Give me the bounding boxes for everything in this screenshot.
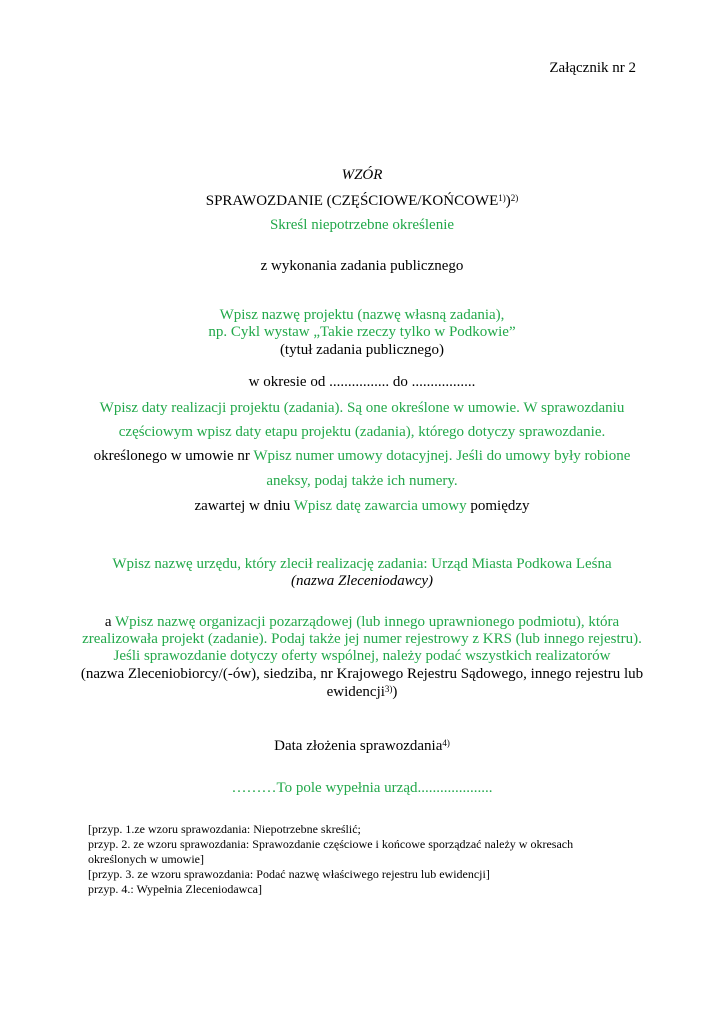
agreement-line: określonego w umowie nr Wpisz numer umowy dotacyjnej. Jeśli do umowy były robione <box>93 448 631 464</box>
annex-number: Załącznik nr 2 <box>549 60 636 76</box>
contractor-caption-2: ewidencji$^{3)}$) <box>326 684 398 700</box>
hint-dates-line-1: Wpisz daty realizacji projektu (zadania). Są one określone w umowie. W sprawozdaniu <box>99 400 625 416</box>
footnote-line: przyp. 2. ze wzoru sprawozdania: Sprawozdanie częściowe i końcowe sporządzać należy w okresach <box>88 837 574 851</box>
contractor-caption-1: (nazwa Zleceniobiorcy/(-ów), siedziba, nr Krajowego Rejestru Sądowego, innego rejestru lub <box>80 666 644 682</box>
office-field: ………To pole wypełnia urząd.................... <box>231 780 493 796</box>
task-title-caption: (tytuł zadania publicznego) <box>279 342 445 358</box>
submission-date: Data złożenia sprawozdania$^{4)}$ <box>274 738 450 754</box>
hint-agreement-line-2: aneksy, podaj także ich numery. <box>266 473 458 489</box>
footnotes <box>88 822 648 897</box>
concluded-line: zawartej w dniu Wpisz datę zawarcia umowy pomiędzy <box>194 498 530 514</box>
hint-project-line-1: Wpisz nazwę projektu (nazwę własną zadania), <box>219 307 505 323</box>
hint-strike: Skreśl niepotrzebne określenie <box>269 217 455 233</box>
report-title: SPRAWOZDANIE (CZĘŚCIOWE/KOŃCOWE$^{1)}$)$^{2)}$ <box>205 193 519 209</box>
hint-dates-line-2: częściowym wpisz daty etapu projektu (zadania), którego dotyczy sprawozdanie. <box>118 424 606 440</box>
template-label: WZÓR <box>341 167 383 183</box>
footnote-line: określonych w umowie] <box>88 852 204 866</box>
principal-caption: (nazwa Zleceniodawcy) <box>290 573 434 589</box>
hint-office: Wpisz nazwę urzędu, który zlecił realizację zadania: Urząd Miasta Podkowa Leśna <box>112 556 612 572</box>
hint-org-line-2: zrealizowała projekt (zadanie). Podaj także jej numer rejestrowy z KRS (lub innego rejestru). <box>82 631 642 647</box>
hint-org-line-3: Jeśli sprawozdanie dotyczy oferty wspólnej, należy podać wszystkich realizatorów <box>113 648 611 664</box>
footnote-line: [przyp. 3. ze wzoru sprawozdania: Podać nazwę właściwego rejestru lub ewidencji] <box>88 867 490 881</box>
period-line: w okresie od ................ do ................. <box>248 374 476 390</box>
hint-project-line-2: np. Cykl wystaw „Takie rzeczy tylko w Podkowie” <box>208 324 516 340</box>
org-line-1: a Wpisz nazwę organizacji pozarządowej (lub innego uprawnionego podmiotu), która <box>104 614 620 630</box>
footnote-line: przyp. 4.: Wypełnia Zleceniodawca] <box>88 882 262 896</box>
execution-line: z wykonania zadania publicznego <box>260 258 464 274</box>
footnote-line: [przyp. 1.ze wzoru sprawozdania: Niepotrzebne skreślić; <box>88 822 361 836</box>
